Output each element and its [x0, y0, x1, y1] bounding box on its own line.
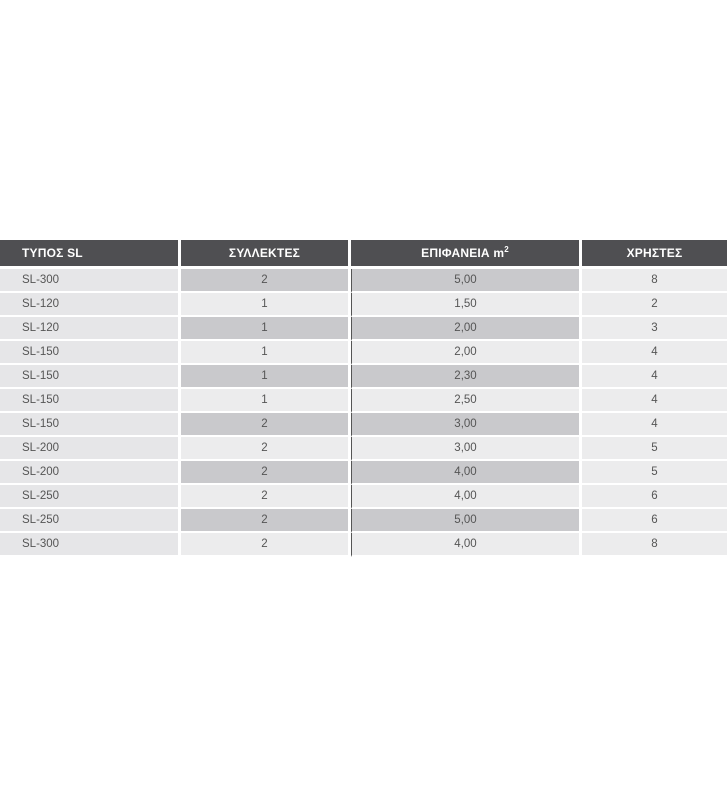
cell-surface: 3,00 [351, 413, 582, 437]
table-row [0, 485, 727, 509]
cell-users: 2 [582, 293, 727, 317]
cell-users: 3 [582, 317, 727, 341]
cell-users: 6 [582, 485, 727, 509]
table-row [0, 461, 727, 485]
table-row [0, 317, 727, 341]
header-users: ΧΡΗΣΤΕΣ [582, 240, 727, 269]
cell-surface: 2,30 [351, 365, 582, 389]
header-surface-superscript: 2 [504, 245, 509, 254]
cell-collectors: 1 [181, 389, 351, 413]
cell-type: SL-120 [0, 317, 181, 341]
cell-users: 8 [582, 533, 727, 557]
cell-collectors: 2 [181, 413, 351, 437]
cell-collectors: 1 [181, 317, 351, 341]
cell-surface: 5,00 [351, 509, 582, 533]
cell-surface: 2,50 [351, 389, 582, 413]
cell-users: 5 [582, 437, 727, 461]
cell-type: SL-150 [0, 341, 181, 365]
cell-collectors: 2 [181, 509, 351, 533]
cell-collectors: 1 [181, 293, 351, 317]
cell-surface: 3,00 [351, 437, 582, 461]
cell-type: SL-150 [0, 413, 181, 437]
specifications-table [0, 240, 727, 557]
table-row [0, 293, 727, 317]
header-row [0, 240, 727, 269]
cell-users: 6 [582, 509, 727, 533]
cell-users: 4 [582, 365, 727, 389]
table-row [0, 437, 727, 461]
table-row [0, 389, 727, 413]
cell-surface: 1,50 [351, 293, 582, 317]
table-row [0, 269, 727, 293]
table-body [0, 269, 727, 557]
header-surface-label: ΕΠΙΦΑΝΕΙΑ m [421, 246, 505, 260]
cell-type: SL-150 [0, 365, 181, 389]
table-row [0, 509, 727, 533]
table-row [0, 533, 727, 557]
cell-collectors: 2 [181, 269, 351, 293]
cell-collectors: 2 [181, 461, 351, 485]
cell-surface: 2,00 [351, 317, 582, 341]
cell-type: SL-150 [0, 389, 181, 413]
cell-surface: 4,00 [351, 485, 582, 509]
cell-type: SL-120 [0, 293, 181, 317]
cell-collectors: 2 [181, 533, 351, 557]
cell-surface: 2,00 [351, 341, 582, 365]
cell-surface: 5,00 [351, 269, 582, 293]
header-collectors: ΣΥΛΛΕΚΤΕΣ [181, 240, 351, 269]
cell-type: SL-200 [0, 461, 181, 485]
cell-collectors: 1 [181, 341, 351, 365]
table-row [0, 341, 727, 365]
cell-users: 4 [582, 341, 727, 365]
cell-collectors: 1 [181, 365, 351, 389]
cell-type: SL-300 [0, 533, 181, 557]
cell-surface: 4,00 [351, 461, 582, 485]
cell-type: SL-300 [0, 269, 181, 293]
cell-type: SL-200 [0, 437, 181, 461]
cell-type: SL-250 [0, 485, 181, 509]
cell-type: SL-250 [0, 509, 181, 533]
cell-users: 8 [582, 269, 727, 293]
cell-users: 4 [582, 389, 727, 413]
header-surface [351, 240, 582, 269]
cell-collectors: 2 [181, 485, 351, 509]
cell-users: 4 [582, 413, 727, 437]
cell-users: 5 [582, 461, 727, 485]
table-row [0, 365, 727, 389]
cell-surface: 4,00 [351, 533, 582, 557]
header-type: ΤΥΠΟΣ SL [0, 240, 181, 269]
table-row [0, 413, 727, 437]
cell-collectors: 2 [181, 437, 351, 461]
